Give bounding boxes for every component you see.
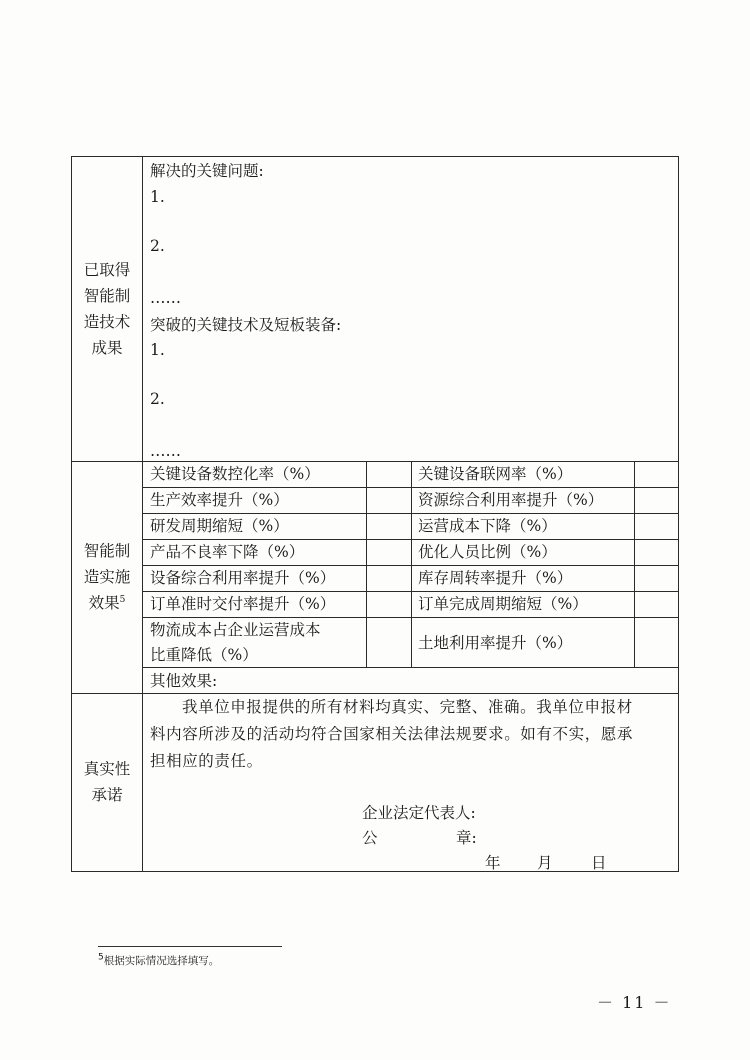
date-month: 月 — [537, 854, 553, 872]
seal-label-left: 公 — [362, 829, 378, 847]
label-line — [84, 590, 131, 616]
footnote — [98, 953, 219, 968]
metric-label: 产品不良率下降（%） — [150, 543, 305, 561]
metric-label: 比重降低（%） — [150, 646, 258, 664]
metric-label: 物流成本占企业运营成本 — [150, 621, 321, 639]
grid-line — [366, 461, 367, 667]
pledge-label — [72, 693, 142, 871]
problems-heading: 解决的关键问题: — [150, 162, 264, 180]
grid-line — [142, 487, 678, 488]
label-line: 智能制 — [83, 542, 131, 560]
grid-line — [142, 591, 678, 592]
metric-label: 优化人员比例（%） — [418, 543, 557, 561]
label-line: 造技术 — [83, 313, 131, 331]
label-line: 真实性 — [83, 760, 131, 778]
footnote-reference: 5 — [119, 594, 126, 605]
pledge-text: 我单位申报提供的所有材料均真实、完整、准确。我单位申报材 — [182, 698, 633, 716]
tech-item-2: 2. — [150, 390, 165, 408]
metric-label: 资源综合利用率提升（%） — [418, 491, 604, 509]
problem-item-2: 2. — [150, 237, 165, 255]
metric-label: 关键设备联网率（%） — [418, 465, 573, 483]
metric-label: 设备综合利用率提升（%） — [150, 569, 336, 587]
tech-item-more: …… — [150, 442, 181, 460]
section-divider-2 — [72, 693, 678, 694]
metric-label: 订单准时交付率提升（%） — [150, 595, 336, 613]
grid-line — [634, 461, 635, 667]
problem-item-1: 1. — [150, 188, 165, 206]
pledge-text: 担相应的责任。 — [150, 752, 263, 770]
metric-label: 关键设备数控化率（%） — [150, 465, 320, 483]
achievements-label — [72, 157, 142, 461]
label-line: 智能制 — [83, 287, 131, 305]
grid-line — [142, 565, 678, 566]
footnote-text: 根据实际情况选择填写。 — [103, 955, 220, 967]
grid-line — [142, 667, 678, 668]
form-table — [71, 156, 679, 872]
label-line: 已取得 — [83, 261, 131, 279]
problem-item-more: …… — [150, 289, 181, 307]
tech-heading: 突破的关键技术及短板装备: — [150, 316, 342, 334]
label-line: 成果 — [91, 339, 123, 357]
label-line: 造实施 — [83, 568, 131, 586]
label-line: 承诺 — [91, 786, 123, 804]
tech-item-1: 1. — [150, 341, 165, 359]
footnote-rule — [98, 946, 282, 947]
metric-label: 土地利用率提升（%） — [418, 634, 573, 652]
grid-line — [411, 461, 412, 667]
footnote-mark: 5 — [98, 952, 104, 963]
other-effects: 其他效果: — [150, 672, 218, 690]
effects-label — [72, 461, 142, 693]
metric-label: 研发周期缩短（%） — [150, 517, 289, 535]
grid-line — [142, 513, 678, 514]
seal-label-right: 章: — [456, 829, 477, 847]
label-line-text: 效果 — [88, 594, 120, 612]
grid-line — [142, 539, 678, 540]
page-number: － 11 － — [597, 993, 672, 1012]
label-column-divider — [142, 157, 143, 871]
metric-label: 库存周转率提升（%） — [418, 569, 573, 587]
legal-rep-signature: 企业法定代表人: — [362, 804, 476, 822]
metric-label: 生产效率提升（%） — [150, 491, 289, 509]
metric-label: 订单完成周期缩短（%） — [418, 595, 588, 613]
pledge-text: 料内容所涉及的活动均符合国家相关法律法规要求。如有不实，愿承 — [150, 725, 634, 743]
date-day: 日 — [591, 854, 607, 872]
metric-label: 运营成本下降（%） — [418, 517, 557, 535]
date-year: 年 — [485, 854, 501, 872]
grid-line — [142, 617, 678, 618]
